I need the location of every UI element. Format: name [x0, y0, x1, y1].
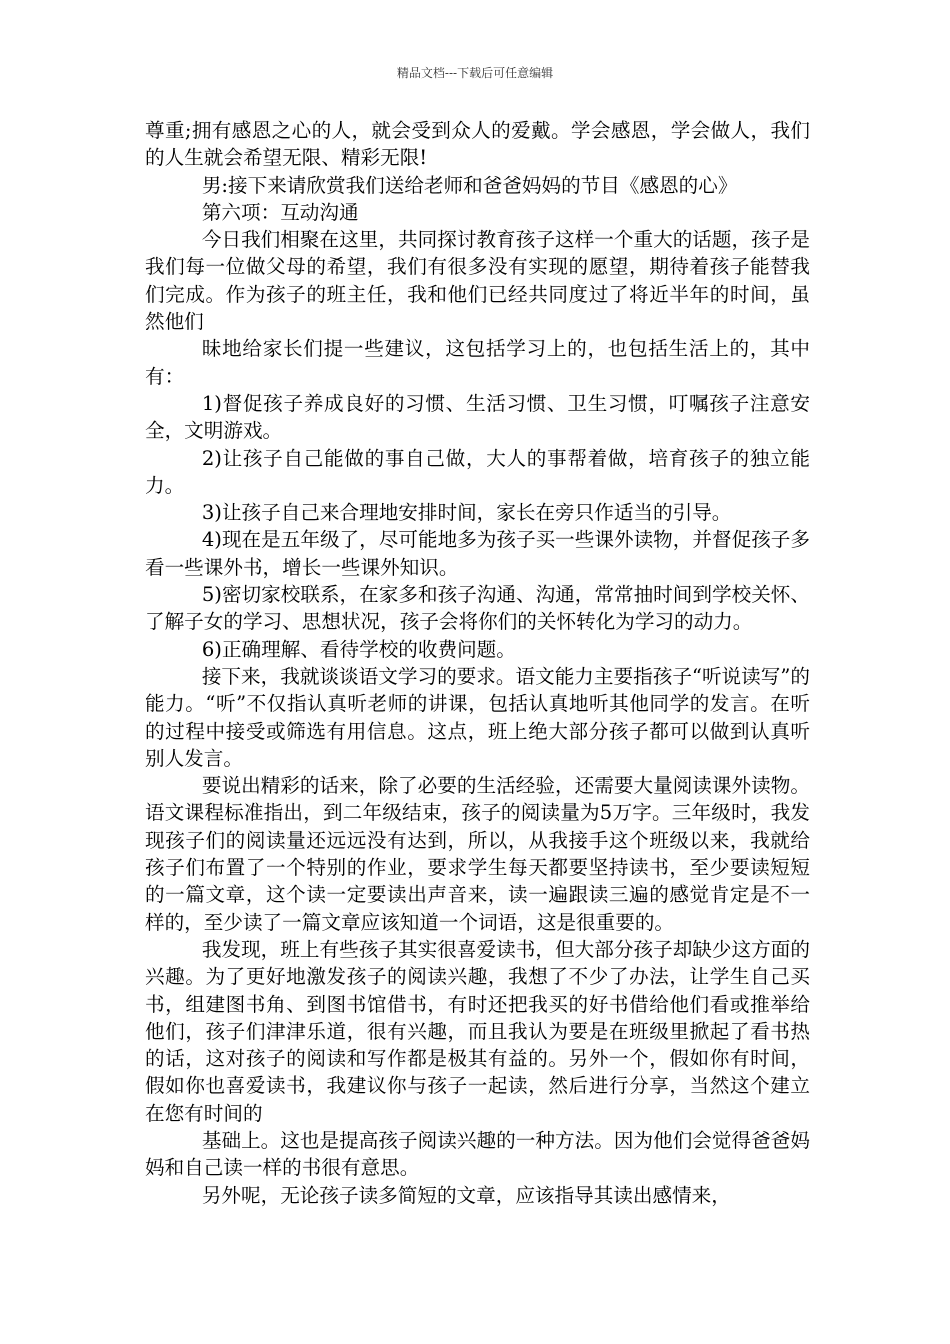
paragraph: 6)正确理解、看待学校的收费问题。 — [201, 637, 516, 661]
paragraph: 男:接下来请欣赏我们送给老师和爸爸妈妈的节目《感恩的心》 — [201, 173, 738, 197]
page-header: 精品文档---下载后可任意编辑 — [396, 66, 554, 80]
paragraph: 接下来，我就谈谈语文学习的要求。语文能力主要指孩子“听说读写”的能力。“听”不仅指认真听老师的讲课，包括认真地听其他同学的发言。在听的过程中接受或筛选有用信息。这点，班上绝大部分孩子都可以做到认真听别人发言。 — [145, 664, 810, 770]
paragraph: 1)督促孩子养成良好的习惯、生活习惯、卫生习惯，叮嘱孩子注意安全，文明游戏。 — [145, 391, 810, 443]
paragraph: 5)密切家校联系，在家多和孩子沟通、沟通，常常抽时间到学校关怀、了解子女的学习、思想状况，孩子会将你们的关怀转化为学习的动力。 — [145, 583, 810, 634]
paragraph: 尊重;拥有感恩之心的人，就会受到众人的爱戴。学会感恩，学会做人，我们的人生就会希望无限、精彩无限! — [145, 119, 810, 170]
paragraph: 要说出精彩的话来，除了必要的生活经验，还需要大量阅读课外读物。语文课程标准指出，到二年级结束，孩子的阅读量为5万字。三年级时，我发现孩子们的阅读量还远远没有达到，所以，从我接手这个班级以来，我就给孩子们布置了一个特别的作业，要求学生每天都要坚持读书，至少要读短短的一篇文章，这个读一定要读出声音来，读一遍跟读三遍的感觉肯定是不一样的，至少读了一篇文章应该知道一个词语，这是很重要的。 — [145, 774, 810, 934]
paragraph: 我发现，班上有些孩子其实很喜爱读书，但大部分孩子却缺少这方面的兴趣。为了更好地激发孩子的阅读兴趣，我想了不少了办法，让学生自己买书，组建图书角、到图书馆借书，有时还把我买的好书借给他们看或推举给他们，孩子们津津乐道，很有兴趣，而且我认为要是在班级里掀起了看书热的话，这对孩子的阅读和写作都是极其有益的。另外一个，假如你有时间，假如你也喜爱读书，我建议你与孩子一起读，然后进行分享，当然这个建立在您有时间的 — [145, 937, 810, 1125]
paragraph: 2)让孩子自己能做的事自己做，大人的事帮着做，培育孩子的独立能力。 — [145, 446, 810, 497]
paragraph: 今日我们相聚在这里，共同探讨教育孩子这样一个重大的话题，孩子是我们每一位做父母的希望，我们有很多没有实现的愿望，期待着孩子能替我们完成。作为孩子的班主任，我和他们已经共同度过了将近半年的时间，虽然他们 — [145, 228, 810, 334]
paragraph: 昧地给家长们提一些建议，这包括学习上的，也包括生活上的，其中有： — [145, 337, 810, 388]
paragraph: 第六项：互动沟通 — [201, 200, 359, 224]
paragraph: 4)现在是五年级了，尽可能地多为孩子买一些课外读物，并督促孩子多看一些课外书，增长一些课外知识。 — [145, 528, 810, 579]
paragraph: 3)让孩子自己来合理地安排时间，家长在旁只作适当的引导。 — [201, 501, 732, 525]
document-body — [145, 117, 810, 1209]
paragraph: 另外呢，无论孩子读多简短的文章，应该指导其读出感情来， — [201, 1183, 731, 1207]
paragraph: 基础上。这也是提高孩子阅读兴趣的一种方法。因为他们会觉得爸爸妈妈和自己读一样的书很有意思。 — [145, 1128, 810, 1180]
